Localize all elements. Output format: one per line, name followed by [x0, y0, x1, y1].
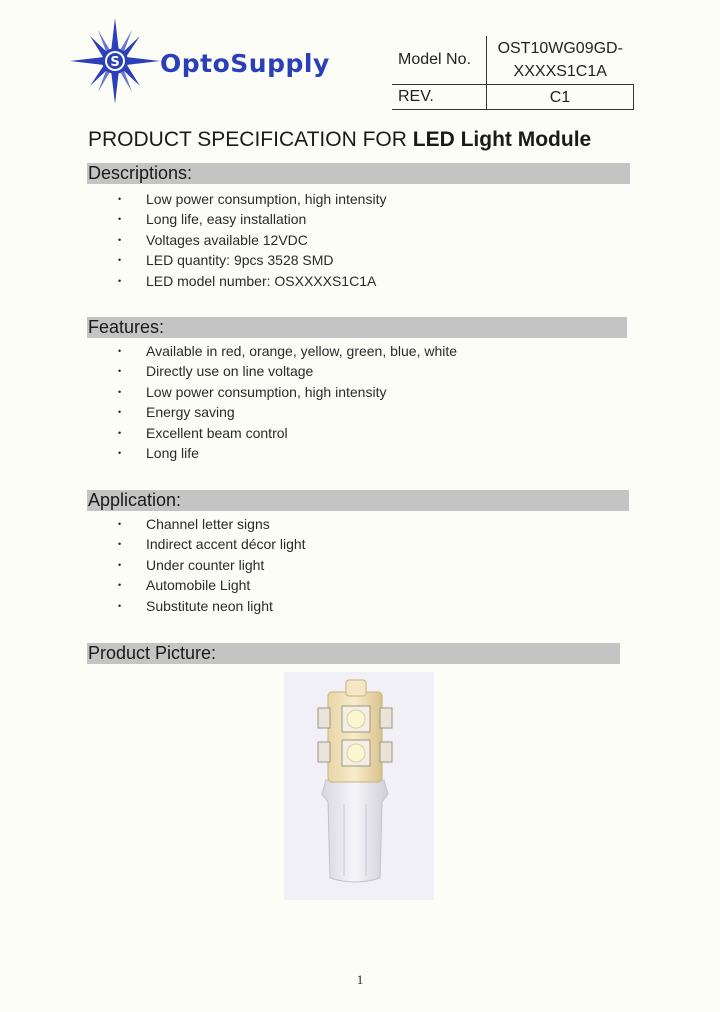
title-prefix: PRODUCT SPECIFICATION FOR: [88, 128, 413, 151]
list-item: • Long life, easy installation: [0, 209, 386, 229]
bullet-icon: •: [118, 559, 122, 570]
bullet-icon: •: [118, 214, 122, 225]
list-item: • Under counter light: [0, 555, 306, 575]
list-item: • LED quantity: 9pcs 3528 SMD: [0, 250, 386, 270]
bullet-icon: •: [118, 447, 122, 458]
list-item: • Excellent beam control: [0, 423, 457, 443]
list-item: • Channel letter signs: [0, 514, 306, 534]
bullet-icon: •: [118, 407, 122, 418]
bullet-icon: •: [118, 194, 122, 204]
model-value-line2: XXXXS1C1A: [513, 63, 607, 80]
page-number: 1: [356, 972, 364, 987]
features-heading: Features:: [87, 317, 627, 338]
title-bold: LED Light Module: [412, 128, 592, 151]
bullet-icon: •: [118, 539, 122, 550]
bullet-icon: •: [118, 346, 122, 356]
list-item: • Available in red, orange, yellow, green, blue, white: [0, 341, 457, 361]
descriptions-heading: Descriptions:: [87, 163, 630, 184]
model-info-table: [392, 36, 634, 110]
rev-label: REV.: [392, 85, 487, 110]
bullet-icon: •: [118, 255, 122, 266]
bullet-icon: •: [118, 386, 122, 397]
application-list: [0, 514, 306, 616]
bullet-icon: •: [118, 580, 122, 591]
model-value-line1: OST10WG09GD-: [497, 40, 623, 57]
list-item: • Low power consumption, high intensity: [0, 189, 386, 209]
application-heading: Application:: [87, 490, 629, 511]
bullet-icon: •: [118, 600, 122, 611]
bullet-icon: •: [118, 234, 122, 245]
descriptions-list: [0, 189, 386, 291]
rev-value: C1: [487, 85, 634, 110]
led-module-icon: [284, 672, 434, 900]
list-item: • Voltages available 12VDC: [0, 230, 386, 250]
svg-text:S: S: [110, 55, 120, 70]
product-picture-heading: Product Picture:: [87, 643, 620, 664]
list-item: • Automobile Light: [0, 575, 306, 595]
list-item: • Energy saving: [0, 402, 457, 422]
page-title: [88, 128, 591, 152]
product-photo: [284, 672, 434, 900]
bullet-icon: •: [118, 275, 122, 286]
list-item: • LED model number: OSXXXXS1C1A: [0, 271, 386, 291]
features-list: [0, 341, 457, 463]
list-item: • Directly use on line voltage: [0, 361, 457, 381]
sun-logo-icon: [68, 16, 163, 106]
model-value: [487, 36, 634, 85]
list-item: • Substitute neon light: [0, 596, 306, 616]
bullet-icon: •: [118, 427, 122, 438]
brand-name: OptoSupply: [160, 49, 330, 78]
bullet-icon: •: [118, 366, 122, 377]
bullet-icon: •: [118, 519, 122, 529]
list-item: • Low power consumption, high intensity: [0, 382, 457, 402]
list-item: • Indirect accent décor light: [0, 534, 306, 554]
model-label: Model No.: [398, 51, 471, 68]
list-item: • Long life: [0, 443, 457, 463]
